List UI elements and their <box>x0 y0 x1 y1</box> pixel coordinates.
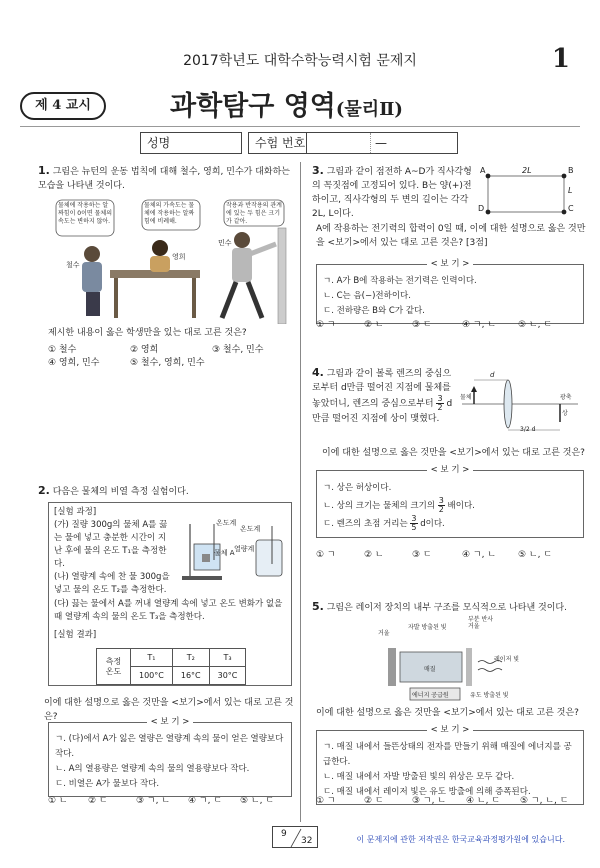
q2-val-t1: 100°C <box>131 667 173 685</box>
q3-bogi-title: < 보 기 > <box>427 259 474 269</box>
q4-bogi-title: < 보 기 > <box>427 465 474 475</box>
q1-choice-4[interactable]: ④ 영희, 민수 <box>48 358 100 368</box>
q3-charge-b <box>562 174 567 179</box>
subject-name: 과학탐구 영역 <box>170 91 336 122</box>
q4-text-a: 그림과 같이 볼록 렌즈의 중심으로부터 d만큼 떨어진 지점에 물체를 놓았더니, 렌즈의 중심으로부터 <box>312 369 452 409</box>
exam-number-field[interactable] <box>248 132 458 154</box>
subject-paren: (물리Ⅱ) <box>335 99 403 120</box>
q4-question: 이에 대한 설명으로 옳은 것만을 <보기>에서 있는 대로 고른 것은? <box>322 448 585 458</box>
q1-bubble3: 작용과 반작용의 관계에 있는 두 힘은 크기가 같아. <box>226 202 282 225</box>
q3-charge-d <box>486 210 491 215</box>
q2-proc-title: [실험 과정] <box>54 507 97 517</box>
q5-label-mirror1: 거울 <box>378 630 390 637</box>
q1-bubble2: 물체의 가속도는 물체에 작용하는 알짜힘에 비례해. <box>144 202 195 225</box>
q2-col-t3: T₃ <box>209 649 246 667</box>
exam-number-dash: — <box>375 136 387 150</box>
q5-label-stim: 유도 방출된 빛 <box>470 692 509 699</box>
q4-label-image: 상 <box>562 410 568 417</box>
q3-choice-2[interactable]: ② ㄴ <box>364 320 384 330</box>
q1-choice-3[interactable]: ③ 철수, 민수 <box>212 345 264 355</box>
q2-result-title: [실험 결과] <box>54 630 97 640</box>
q2-bogi <box>48 717 292 797</box>
q3-charge-a <box>486 174 491 179</box>
q5-bogi-1: ㄱ. 매질 내에서 들뜬상태의 전자를 만들기 위해 매질에 에너지를 공급한다. <box>323 742 572 767</box>
q2-bogi-3: ㄷ. 비열은 A가 물보다 작다. <box>55 779 160 789</box>
q3-choice-1[interactable]: ① ㄱ <box>316 320 336 330</box>
question-3 <box>312 164 472 221</box>
q5-label-medium: 매질 <box>424 666 436 673</box>
q4-choice-1[interactable]: ① ㄱ <box>316 550 336 560</box>
q3-label-b: B <box>568 166 574 175</box>
q4-text-b: d만큼 떨어진 지점에 상이 맺혔다. <box>312 399 453 424</box>
q4-choice-2[interactable]: ② ㄴ <box>364 550 384 560</box>
q5-question: 이에 대한 설명으로 옳은 것만을 <보기>에서 있는 대로 고른 것은? <box>316 708 579 718</box>
q2-choice-4[interactable]: ④ ㄱ, ㄷ <box>188 796 223 806</box>
q1-person-yeonghui-body <box>150 256 170 272</box>
q1-choice-5[interactable]: ⑤ 철수, 영희, 민수 <box>130 358 205 368</box>
page-indicator <box>272 826 318 848</box>
q5-mirror-left <box>388 648 396 686</box>
q2-label-thermometer1: 온도계 <box>216 519 237 527</box>
header-divider <box>20 126 580 127</box>
q3-choices <box>316 318 586 332</box>
q3-label-c: C <box>568 204 574 213</box>
q3-label-a: A <box>480 166 486 175</box>
column-divider <box>300 162 301 822</box>
q4-choices <box>316 548 586 562</box>
q4-bogi-2b: 배이다. <box>447 501 475 511</box>
q2-label-object: 물체 A <box>214 549 235 557</box>
q5-number: 5. <box>312 600 324 613</box>
page-number: 1 <box>551 44 570 74</box>
q1-person-yeonghui-head <box>152 240 168 256</box>
q2-bogi-2: ㄴ. A의 열용량은 열량계 속의 물의 열용량보다 작다. <box>55 764 250 774</box>
question-5 <box>312 600 587 615</box>
q2-question: 이에 대한 설명으로 옳은 것만을 <보기>에서 있는 대로 고른 것은? <box>44 698 294 722</box>
q4-bogi-1: ㄱ. 상은 허상이다. <box>323 483 392 493</box>
q3-bogi-3: ㄷ. 전하량은 B와 C가 같다. <box>323 306 425 316</box>
q2-val-t3: 30°C <box>209 667 246 685</box>
q3-number: 3. <box>312 164 324 177</box>
name-label: 성명 <box>147 136 171 150</box>
q5-bogi-title: < 보 기 > <box>427 725 474 735</box>
q4-convex-lens <box>504 380 512 428</box>
q4-frac-den: 2 <box>437 403 443 412</box>
q3-bogi-1: ㄱ. A가 B에 작용하는 전기력은 인력이다. <box>323 276 477 286</box>
q1-text: 그림은 뉴턴의 운동 법칙에 대해 철수, 영희, 민수가 대화하는 모습을 나타낸 것이다. <box>38 167 290 191</box>
q4-label-axis: 광축 <box>560 394 572 401</box>
page-current: 9 <box>281 829 287 839</box>
q4-bogi <box>316 465 584 538</box>
q2-procedure <box>54 506 174 597</box>
q5-choice-5[interactable]: ⑤ ㄱ, ㄴ, ㄷ <box>520 796 569 806</box>
q5-choice-4[interactable]: ④ ㄴ, ㄷ <box>466 796 501 806</box>
q2-text: 다음은 물체의 비열 측정 실험이다. <box>52 487 189 497</box>
q5-bogi-3: ㄷ. 매질 내에서 레이저 빛은 유도 방출에 의해 증폭된다. <box>323 787 531 797</box>
q4-label-object: 물체 <box>460 394 472 401</box>
q4-frac-num: 3 <box>437 394 443 403</box>
question-4 <box>312 366 458 426</box>
q4-bogi-2-num: 3 <box>438 496 444 505</box>
session-badge: 제 4 교시 <box>20 92 106 120</box>
q4-label-frac-d: 3/2 d <box>520 426 536 433</box>
exam-number-label: 수험 번호 <box>249 133 307 153</box>
q2-choice-3[interactable]: ③ ㄱ, ㄴ <box>136 796 171 806</box>
q2-col-t2: T₂ <box>172 649 209 667</box>
q2-table-header: 측정 온도 <box>97 649 131 685</box>
q3-text2: A에 작용하는 전기력의 합력이 0일 때, 이에 대한 설명으로 옳은 것만을 <보기>에서 있는 대로 고른 것은? [3점] <box>316 224 586 248</box>
q1-label-yeonghui: 영희 <box>172 253 186 261</box>
q1-person-cheolsu-body <box>82 262 102 292</box>
q1-bubble1: 물체에 작용하는 알짜힘이 0이면 물체의 속도는 변하지 않아. <box>58 202 113 225</box>
q4-choice-4[interactable]: ④ ㄱ, ㄴ <box>462 550 497 560</box>
q1-label-minsu: 민수 <box>218 239 232 247</box>
q2-val-t2: 16°C <box>172 667 209 685</box>
question-1 <box>38 164 290 193</box>
q2-choices <box>48 794 298 808</box>
q4-bogi-3-den: 5 <box>411 523 417 532</box>
q2-proc-ga: (가) 질량 300g의 물체 A를 끓는 물에 넣고 충분한 시간이 지난 후에 물의 온도 T₁을 측정한다. <box>54 520 168 569</box>
exam-title: 2017학년도 대학수학능력시험 문제지 <box>183 53 417 69</box>
q2-bogi-1: ㄱ. (다)에서 A가 잃은 열량은 열량계 속의 물이 얻은 열량보다 작다. <box>55 734 284 759</box>
q3-bogi-2: ㄴ. C는 음(−)전하이다. <box>323 291 411 301</box>
q2-object-a-shape <box>202 554 210 562</box>
q2-number: 2. <box>38 484 50 497</box>
q4-bogi-2-den: 2 <box>438 505 444 514</box>
q2-choice-2[interactable]: ② ㄷ <box>88 796 108 806</box>
q3-label-l: L <box>568 186 573 195</box>
q2-proc-na: (나) 열량계 속에 찬 물 300g을 넣고 물의 온도 T₂를 측정한다. <box>54 572 170 595</box>
q3-rectangle <box>488 176 564 212</box>
q2-calorimeter-shape <box>256 540 282 576</box>
q4-fraction <box>436 395 443 412</box>
q3-charge-c <box>562 210 567 215</box>
q4-label-d: d <box>490 371 495 379</box>
q5-text: 그림은 레이저 장치의 내부 구조를 모식적으로 나타낸 것이다. <box>326 603 567 613</box>
q2-label-thermometer2: 온도계 <box>240 525 261 533</box>
q4-bogi-3-num: 3 <box>411 514 417 523</box>
copyright-notice: 이 문제지에 관한 저작권은 한국교육과정평가원에 있습니다. <box>356 835 565 844</box>
q4-bogi-3b: d이다. <box>420 519 445 529</box>
q3-choice-3[interactable]: ③ ㄷ <box>412 320 432 330</box>
q5-choice-1[interactable]: ① ㄱ <box>316 796 336 806</box>
q4-bogi-3 <box>323 515 577 533</box>
q2-col-t1: T₁ <box>131 649 173 667</box>
q1-question: 제시한 내용이 옳은 학생만을 있는 대로 고른 것은? <box>48 328 247 338</box>
q5-choices <box>316 794 591 808</box>
q1-person-minsu-body <box>232 248 252 282</box>
q3-choice-5[interactable]: ⑤ ㄴ, ㄷ <box>518 320 553 330</box>
subject-title <box>170 84 403 123</box>
q1-choices <box>48 344 298 370</box>
q1-number: 1. <box>38 164 50 177</box>
q1-label-cheolsu: 철수 <box>66 261 80 269</box>
q4-number: 4. <box>312 366 324 379</box>
q2-proc-da: (다) 끓는 물에서 A를 꺼내 열량계 속에 넣고 온도 변화가 없을 때 열량계 속의 물의 온도 T₃을 측정한다. <box>54 599 283 622</box>
q5-label-energy: 에너지 공급원 <box>412 692 449 699</box>
q3-choice-4[interactable]: ④ ㄱ, ㄴ <box>462 320 497 330</box>
exam-number-cells <box>311 133 371 153</box>
q2-choice-5[interactable]: ⑤ ㄴ, ㄷ <box>240 796 275 806</box>
q4-bogi-3a: ㄷ. 렌즈의 초점 거리는 <box>323 519 408 529</box>
q3-label-2l: 2L <box>522 166 532 175</box>
q3-text: 그림과 같이 점전하 A~D가 직사각형의 꼭짓점에 고정되어 있다. B는 양(+)전하이고, 직사각형의 두 변의 길이는 각각 2L, L이다. <box>312 167 472 219</box>
q5-label-spont: 자발 방출된 빛 <box>408 624 447 631</box>
page-total: 32 <box>301 836 313 846</box>
q3-label-d: D <box>478 204 485 213</box>
q4-choice-5[interactable]: ⑤ ㄴ, ㄷ <box>518 550 553 560</box>
q5-label-partial: 부분 반사 거울 <box>468 616 494 630</box>
question-2 <box>38 484 290 499</box>
q4-bogi-2 <box>323 497 577 515</box>
q5-label-laser: 레이저 빛 <box>494 656 520 663</box>
q1-person-minsu-head <box>234 232 250 248</box>
q5-bogi-2: ㄴ. 매질 내에서 자발 방출된 빛의 위상은 모두 같다. <box>323 772 515 782</box>
q2-result-table <box>96 648 246 685</box>
q2-bogi-title: < 보 기 > <box>147 717 194 727</box>
q2-choice-1[interactable]: ① ㄴ <box>48 796 68 806</box>
q5-choice-3[interactable]: ③ ㄱ, ㄴ <box>412 796 447 806</box>
q5-partial-mirror <box>466 648 472 686</box>
q1-choice-1[interactable]: ① 철수 <box>48 345 77 355</box>
q4-bogi-2a: ㄴ. 상의 크기는 물체의 크기의 <box>323 501 436 511</box>
q2-label-calorimeter: 열량계 <box>234 545 255 553</box>
q5-choice-2[interactable]: ② ㄷ <box>364 796 384 806</box>
q3-bogi <box>316 259 584 324</box>
name-field[interactable] <box>140 132 242 154</box>
q4-choice-3[interactable]: ③ ㄷ <box>412 550 432 560</box>
q1-choice-2[interactable]: ② 영희 <box>130 345 159 355</box>
q1-person-cheolsu-head <box>84 246 100 262</box>
